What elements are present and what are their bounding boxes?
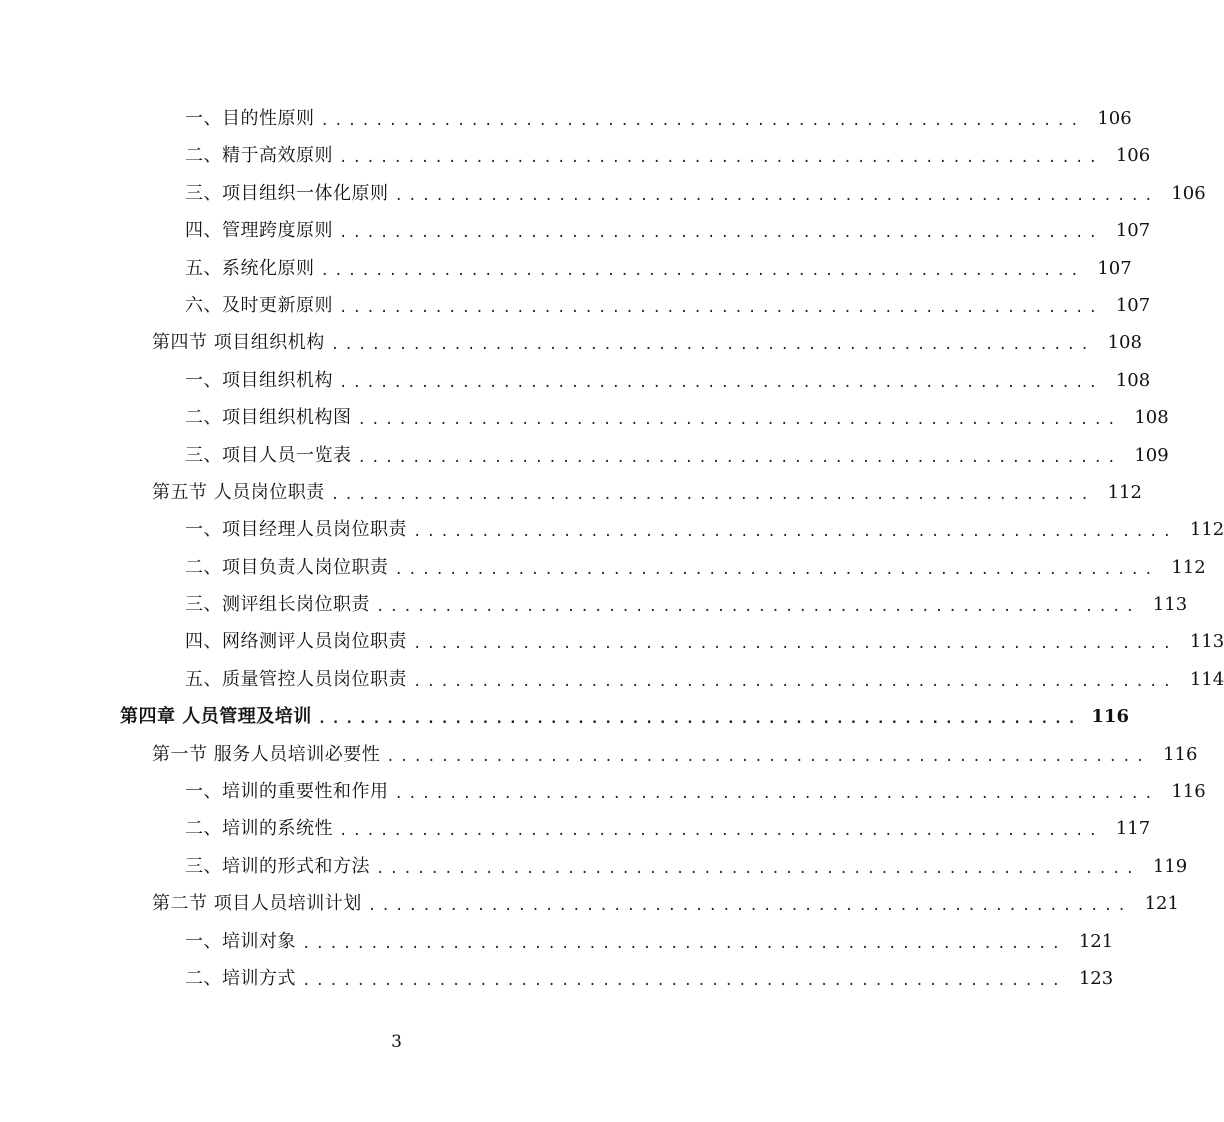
toc-section-entry[interactable] — [0, 474, 1142, 511]
toc-entry-page: 108 — [1115, 369, 1151, 391]
toc-entry-page: 116 — [1163, 743, 1198, 765]
toc-entry-page: 106 — [1097, 108, 1132, 129]
toc-dot-leader: ........................................................ — [317, 711, 1081, 728]
toc-entry-page: 112 — [1107, 481, 1142, 503]
toc-entry-page: 108 — [1107, 332, 1142, 354]
toc-subsection-entry[interactable] — [0, 100, 1132, 137]
toc-subsection-entry[interactable] — [0, 399, 1169, 436]
toc-entry-title: 五、系统化原则 — [185, 257, 315, 279]
toc-subsection-entry[interactable] — [0, 287, 1151, 324]
table-of-contents — [0, 100, 1224, 997]
toc-entry-page: 112 — [1189, 519, 1224, 541]
toc-entry-title: 二、精于高效原则 — [185, 145, 333, 167]
toc-entry-title: 二、项目组织机构图 — [185, 407, 352, 429]
toc-entry-title: 六、及时更新原则 — [185, 294, 333, 316]
toc-entry-page: 106 — [1171, 182, 1206, 204]
toc-entry-title: 四、管理跨度原则 — [185, 220, 333, 242]
toc-entry-title: 二、项目负责人岗位职责 — [185, 556, 389, 578]
toc-dot-leader: ........................................................ — [320, 113, 1084, 129]
toc-dot-leader: ........................................................ — [339, 823, 1103, 840]
toc-subsection-entry[interactable] — [0, 586, 1188, 623]
toc-section-entry[interactable] — [0, 736, 1198, 773]
toc-chapter-entry[interactable] — [0, 698, 1129, 735]
toc-subsection-entry[interactable] — [0, 549, 1206, 586]
toc-entry-page: 107 — [1097, 257, 1132, 279]
toc-subsection-entry[interactable] — [0, 437, 1169, 474]
toc-entry-title: 一、目的性原则 — [185, 108, 315, 129]
toc-subsection-entry[interactable] — [0, 212, 1151, 249]
toc-entry-page: 112 — [1171, 556, 1206, 578]
toc-subsection-entry[interactable] — [0, 623, 1224, 660]
toc-dot-leader: ........................................................ — [339, 374, 1103, 391]
toc-subsection-entry[interactable] — [0, 362, 1151, 399]
toc-entry-title: 三、培训的形式和方法 — [185, 855, 370, 877]
toc-entry-title: 二、培训方式 — [185, 967, 296, 989]
toc-dot-leader: ........................................................ — [320, 262, 1084, 279]
toc-entry-title: 二、培训的系统性 — [185, 818, 333, 840]
toc-entry-page: 114 — [1189, 668, 1224, 690]
toc-dot-leader: ........................................................ — [394, 561, 1158, 578]
toc-subsection-entry[interactable] — [0, 773, 1206, 810]
toc-entry-page: 107 — [1115, 220, 1151, 242]
toc-entry-page: 123 — [1078, 967, 1114, 989]
toc-dot-leader: ........................................................ — [394, 187, 1158, 204]
toc-entry-title: 三、测评组长岗位职责 — [185, 594, 370, 616]
toc-entry-title: 第二节 项目人员培训计划 — [152, 893, 362, 915]
toc-entry-title: 五、质量管控人员岗位职责 — [185, 668, 407, 690]
toc-section-entry[interactable] — [0, 885, 1179, 922]
toc-entry-title: 一、项目经理人员岗位职责 — [185, 519, 407, 541]
toc-dot-leader: ........................................................ — [376, 860, 1140, 877]
toc-subsection-entry[interactable] — [0, 960, 1114, 997]
toc-subsection-entry[interactable] — [0, 250, 1132, 287]
toc-subsection-entry[interactable] — [0, 511, 1224, 548]
toc-dot-leader: ........................................................ — [357, 449, 1121, 466]
toc-dot-leader: ........................................................ — [386, 748, 1150, 765]
toc-dot-leader: ........................................................ — [413, 636, 1177, 653]
toc-subsection-entry[interactable] — [0, 137, 1151, 174]
toc-dot-leader: ........................................................ — [394, 786, 1158, 803]
toc-subsection-entry[interactable] — [0, 175, 1206, 212]
toc-entry-page: 121 — [1144, 893, 1179, 915]
toc-entry-page: 107 — [1115, 294, 1151, 316]
toc-entry-title: 三、项目组织一体化原则 — [185, 182, 389, 204]
toc-dot-leader: ........................................................ — [413, 524, 1177, 541]
toc-dot-leader: ........................................................ — [330, 486, 1094, 503]
toc-entry-page: 117 — [1115, 818, 1151, 840]
toc-subsection-entry[interactable] — [0, 923, 1114, 960]
toc-entry-page: 109 — [1134, 444, 1169, 466]
toc-entry-page: 119 — [1152, 855, 1188, 877]
toc-entry-page: 113 — [1152, 594, 1188, 616]
toc-dot-leader: ........................................................ — [302, 935, 1066, 952]
toc-dot-leader: ........................................................ — [376, 599, 1140, 616]
toc-entry-title: 第四章 人员管理及培训 — [120, 706, 312, 728]
toc-entry-page: 121 — [1078, 930, 1114, 952]
toc-dot-leader: ........................................................ — [339, 225, 1103, 242]
toc-dot-leader: ........................................................ — [413, 673, 1177, 690]
toc-entry-title: 第一节 服务人员培训必要性 — [152, 743, 381, 765]
toc-entry-title: 一、项目组织机构 — [185, 369, 333, 391]
toc-entry-title: 第五节 人员岗位职责 — [152, 481, 325, 503]
toc-dot-leader: ........................................................ — [339, 150, 1103, 167]
toc-dot-leader: ........................................................ — [302, 972, 1066, 989]
toc-entry-title: 一、培训的重要性和作用 — [185, 781, 389, 803]
page-number: 3 — [391, 1032, 402, 1052]
toc-entry-page: 116 — [1091, 706, 1129, 728]
toc-subsection-entry[interactable] — [0, 661, 1224, 698]
toc-entry-title: 第四节 项目组织机构 — [152, 332, 325, 354]
toc-entry-page: 108 — [1134, 407, 1169, 429]
toc-dot-leader: ........................................................ — [357, 412, 1121, 429]
toc-entry-page: 116 — [1171, 781, 1206, 803]
toc-entry-title: 四、网络测评人员岗位职责 — [185, 631, 407, 653]
toc-entry-title: 三、项目人员一览表 — [185, 444, 352, 466]
toc-subsection-entry[interactable] — [0, 810, 1151, 847]
toc-entry-page: 113 — [1189, 631, 1224, 653]
toc-subsection-entry[interactable] — [0, 848, 1188, 885]
toc-section-entry[interactable] — [0, 324, 1142, 361]
toc-dot-leader: ........................................................ — [330, 337, 1094, 354]
toc-entry-title: 一、培训对象 — [185, 930, 296, 952]
toc-dot-leader: ........................................................ — [339, 299, 1103, 316]
toc-dot-leader: ........................................................ — [367, 898, 1131, 915]
toc-entry-page: 106 — [1115, 145, 1151, 167]
